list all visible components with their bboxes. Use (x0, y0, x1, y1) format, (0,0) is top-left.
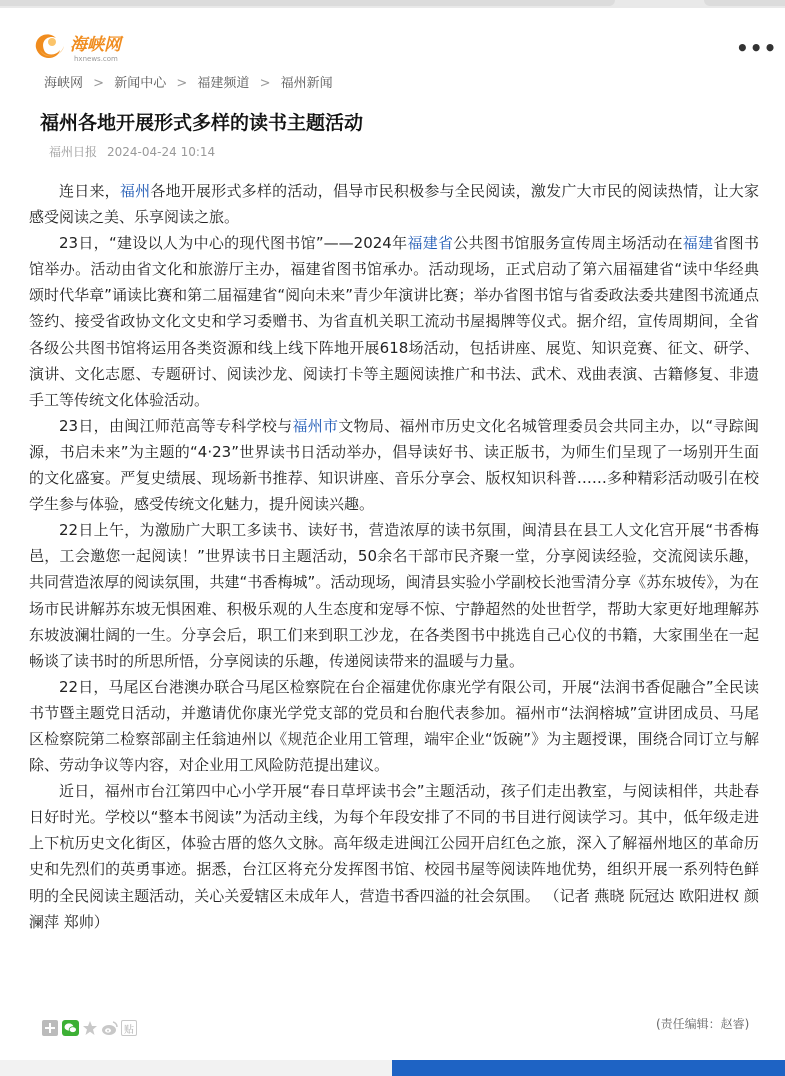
article-body (29, 178, 759, 935)
article-date: 2024-04-24 10:14 (107, 145, 216, 159)
article-paragraph (29, 413, 759, 517)
keyword-link[interactable]: 福建 (682, 234, 714, 253)
breadcrumb (44, 72, 333, 90)
paragraph-text: 文物局、福州市历史文化名城管理委员会共同主办，以“寻踪闽源，书启未来”为主题的“4·23”世界读书日活动举办，倡导读好书、读正版书，为师生们呈现了一场别开生面的文化盛宴。严复史绩展、现场新书推荐、知识讲座、音乐分享会、版权知识科普……多种精彩活动吸引在校学生参与体验，感受传统文化魅力，提升阅读兴趣。 (29, 416, 759, 514)
share-bar (41, 1018, 137, 1038)
paragraph-text: 各地开展形式多样的活动，倡导市民积极参与全民阅读，激发广大市民的阅读热情，让大家感受阅读之美、乐享阅读之旅。 (29, 182, 759, 227)
site-logo[interactable] (30, 26, 130, 68)
article-editor: (责任编辑：赵睿) (656, 1017, 750, 1031)
article-meta (49, 143, 215, 160)
logo-domain: hxnews.com (74, 55, 118, 63)
article-source: 福州日报 (49, 145, 98, 159)
logo-text: 海峡网 (70, 35, 121, 55)
weibo-icon[interactable] (101, 1019, 119, 1037)
keyword-link[interactable]: 福州 (119, 182, 151, 200)
article-paragraph (29, 230, 759, 413)
breadcrumb-item[interactable]: 海峡网 (44, 76, 84, 91)
article-paragraph (29, 778, 759, 935)
chevron-right-icon: > (176, 76, 188, 91)
browser-button[interactable] (704, 0, 785, 6)
tieba-icon[interactable]: 贴 (121, 1020, 137, 1036)
article-paragraph (29, 674, 759, 778)
article-title: 福州各地开展形式多样的读书主题活动 (40, 112, 364, 134)
paragraph-text: 省图书馆举办。活动由省文化和旅游厅主办，福建省图书馆承办。活动现场，正式启动了第六届福建省“读中华经典 颂时代华章”诵读比赛和第二届福建省“阅向未来”青少年演讲比赛；举办省图书馆与省委政法委共建图书流通点签约、接受省政协文化文史和学习委赠书、为省直机关职工流动书屋揭牌等仪式。据介绍，宣传周期间，全省各级公共图书馆将运用各类资源和线上线下阵地开展618场活动，包括讲座、展览、知识竞赛、征文、研学、演讲、文化志愿、专题研讨、阅读沙龙、阅读打卡等主题阅读推广和书法、武术、戏曲表演、古籍修复、非遗手工等传统文化体验活动。 (29, 234, 759, 409)
plus-icon[interactable] (41, 1019, 59, 1037)
logo-graphic (30, 26, 130, 68)
address-bar[interactable] (0, 0, 615, 6)
paragraph-text: 近日，福州市台江第四中心小学开展“春日草坪读书会”主题活动，孩子们走出教室，与阅读相伴，共赴春日好时光。学校以“整本书阅读”为活动主线，为每个年段安排了不同的书目进行阅读学习。其中，低年级走进上下杭历史文化街区，体验古厝的悠久文脉。高年级走进闽江公园开启红色之旅，深入了解福州地区的革命历史和先烈们的英勇事迹。据悉，台江区将充分发挥图书馆、校园书屋等阅读阵地优势，组织开展一系列特色鲜明的全民阅读主题活动，关心关爱辖区未成年人，营造书香四溢的社会氛围。 （记者 燕晓 阮冠达 欧阳进权 颜澜萍 郑帅） (29, 782, 759, 931)
related-tab-bar[interactable] (0, 1060, 392, 1076)
paragraph-text: 23日，“建设以人为中心的现代图书馆”——2024年 (59, 234, 408, 253)
breadcrumb-item[interactable]: 福州新闻 (280, 76, 333, 91)
keyword-link[interactable]: 福州市 (292, 416, 339, 435)
paragraph-text: 22日上午，为激励广大职工多读书、读好书，营造浓厚的读书氛围，闽清县在县工人文化宫开展“书香梅邑，工会邀您一起阅读！”世界读书日主题活动，50余名干部市民齐聚一堂，分享阅读经验，交流阅读乐趣，共同营造浓厚的阅读氛围，共建“书香梅城”。活动现场，闽清县实验小学副校长池雪清分享《苏东坡传》，为在场市民讲解苏东坡无惧困难、积极乐观的人生态度和宠辱不惊、宁静超然的处世哲学，帮助大家更好地理解苏东坡波澜壮阔的一生。分享会后，职工们来到职工沙龙，在各类图书中挑选自己心仪的书籍，大家围坐在一起畅谈了读书时的所思所悟，分享阅读的乐趣，传递阅读带来的温暖与力量。 (29, 521, 759, 670)
wechat-icon[interactable] (61, 1019, 79, 1037)
keyword-link[interactable]: 福建省 (407, 234, 454, 253)
breadcrumb-item[interactable]: 新闻中心 (114, 76, 167, 91)
article-paragraph (29, 517, 759, 674)
chevron-right-icon: > (93, 76, 105, 91)
paragraph-text: 22日，马尾区台港澳办联合马尾区检察院在台企福建优你康光学有限公司，开展“法润书香促融合”全民读书节暨主题党日活动，并邀请优你康光学党支部的党员和台胞代表参加。福州市“法润榕城”宣讲团成员、马尾区检察院第二检察部副主任翁迪州以《规范企业用工管理，端牢企业“饭碗”》为主题授课，围绕合同订立与解除、劳动争议等内容，对企业用工风险防范提出建议。 (29, 677, 759, 775)
more-menu-icon[interactable]: ••• (736, 36, 778, 60)
paragraph-text: 公共图书馆服务宣传周主场活动在 (453, 234, 683, 253)
site-header (0, 8, 785, 66)
star-icon[interactable] (81, 1019, 99, 1037)
breadcrumb-item[interactable]: 福建频道 (197, 76, 250, 91)
chevron-right-icon: > (259, 76, 271, 91)
paragraph-text: 23日，由闽江师范高等专科学校与 (59, 416, 293, 435)
paragraph-text: 连日来， (59, 182, 120, 200)
browser-top-strip (0, 0, 785, 8)
hot-tab-bar[interactable] (392, 1060, 785, 1076)
article-paragraph (29, 178, 759, 230)
